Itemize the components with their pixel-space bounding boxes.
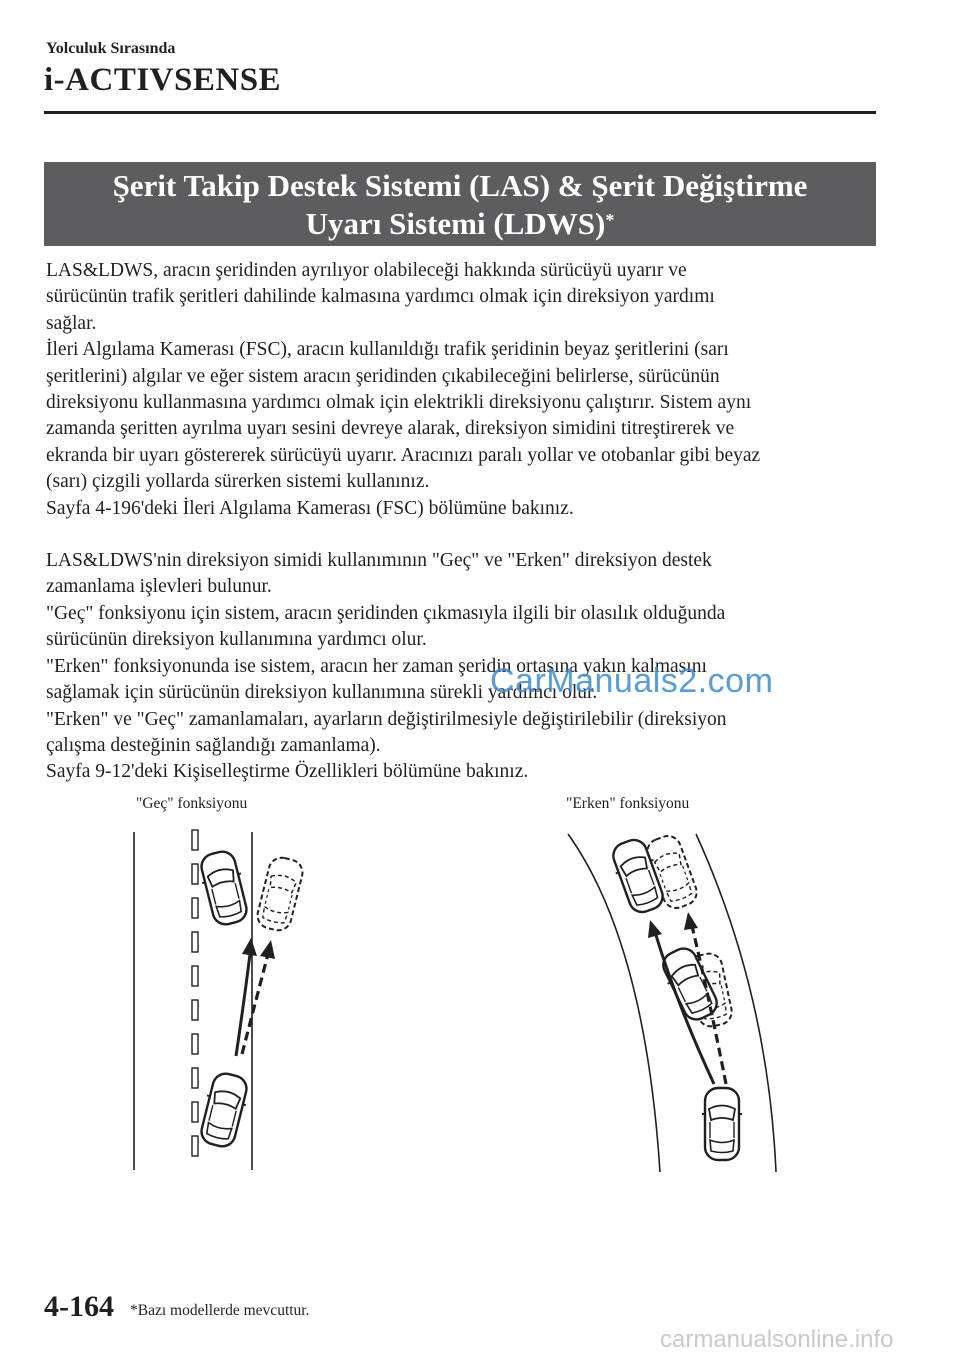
- lane-keeping-illustration: [100, 822, 840, 1182]
- body-line: LAS&LDWS, aracın şeridinden ayrılıyor olabileceği hakkında sürücüyü uyarır ve: [46, 260, 687, 281]
- footnote-marker: *: [605, 210, 615, 230]
- body-line: ekranda bir uyarı göstererek sürücüyü uyarır. Aracınızı paralı yollar ve otobanlar gibi beyaz: [46, 444, 761, 466]
- body-line: LAS&LDWS'nin direksiyon simidi kullanımının "Geç" ve "Erken" direksiyon destek: [46, 550, 712, 572]
- watermark-logo: CarManuals2.com: [490, 662, 774, 700]
- site-footer-link[interactable]: carmanualsonline.info: [660, 1326, 894, 1353]
- body-line: zamanda şeritten ayrılma uyarı sesini devreye alarak, direksiyon simidini titreştirerek ve: [46, 418, 735, 440]
- section-title: i-ACTIVSENSE: [44, 62, 282, 98]
- body-line: sağlamak için sürücünün direksiyon kullanımına sürekli yardımcı olur.: [46, 682, 598, 704]
- paragraph-gap: [46, 522, 876, 548]
- section-label: Yolculuk Sırasında: [46, 40, 176, 57]
- body-line: çalışma desteğinin sağlandığı zamanlama).: [46, 734, 381, 756]
- figure-caption-late: "Geç" fonksiyonu: [136, 795, 248, 812]
- banner-title-line2: [44, 205, 876, 243]
- body-line: Sayfa 9-12'deki Kişiselleştirme Özellikleri bölümüne bakınız.: [46, 761, 529, 783]
- header-rule: [44, 111, 876, 114]
- figure-caption-early: "Erken" fonksiyonu: [566, 795, 690, 812]
- body-line: Sayfa 4-196'deki İleri Algılama Kamerası (FSC) bölümüne bakınız.: [46, 497, 574, 519]
- body-line: direksiyonu kullanmasına yardımcı olmak için elektrikli direksiyonu çalıştırır. Sistem aynı: [46, 392, 752, 414]
- banner-title-line1: Şerit Takip Destek Sistemi (LAS) & Şerit Değiştirme: [112, 168, 808, 203]
- body-line: şeritlerini) algılar ve eğer sistem aracın şeridinden çıkabileceğini belirlerse, sürücünün: [46, 365, 720, 387]
- body-line: sağlar.: [46, 312, 97, 334]
- early-scene: [568, 832, 776, 1172]
- body-line: sürücünün trafik şeritleri dahilinde kalmasına yardımcı olmak için direksiyon yardımı: [46, 286, 715, 308]
- body-line: "Geç" fonksiyonu için sistem, aracın şeridinden çıkmasıyla ilgili bir olasılık olduğunda: [46, 602, 726, 624]
- body-line: (sarı) çizgili yollarda sürerken sistemi kullanınız.: [46, 471, 430, 493]
- body-line: sürücünün direksiyon kullanımına yardımcı olur.: [46, 629, 427, 651]
- footnote: *Bazı modellerde mevcuttur.: [130, 1302, 310, 1319]
- page-number: 4-164: [44, 1290, 114, 1323]
- body-line: İleri Algılama Kamerası (FSC), aracın kullanıldığı trafik şeridinin beyaz şeritlerini (sarı: [46, 339, 729, 361]
- banner-title-text: Uyarı Sistemi (LDWS): [305, 206, 606, 241]
- late-scene: [134, 830, 305, 1170]
- body-line: "Erken" fonksiyonunda ise sistem, aracın her zaman şeridin ortasına yakın kalmasını: [46, 655, 707, 677]
- body-text: [46, 258, 876, 786]
- body-line: zamanlama işlevleri bulunur.: [46, 576, 272, 598]
- title-banner: [44, 162, 876, 246]
- body-line: "Erken" ve "Geç" zamanlamaları, ayarların değiştirilmesiyle değiştirilebilir (direksiyon: [46, 708, 727, 730]
